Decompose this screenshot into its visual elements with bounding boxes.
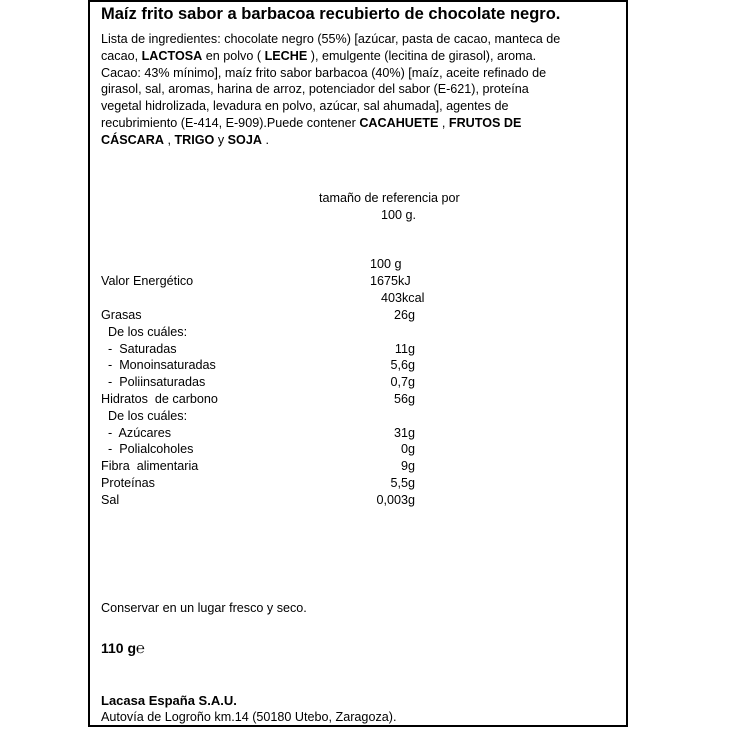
nutrition-column-header: 100 g	[370, 257, 402, 271]
nutrient-value: 0g	[400, 442, 415, 457]
nutrient-value: 5,6g	[390, 358, 415, 373]
net-quantity	[101, 640, 145, 657]
nutrient-value: 0,7g	[390, 375, 415, 390]
ingredients-text: y	[214, 132, 228, 147]
ingredients-text: Cacao: 43% mínimo], maíz frito sabor barbacoa (40%) [maíz, aceite refinado de	[101, 65, 547, 80]
ingredients-text: ), emulgente (lecitina de girasol), aroma.	[307, 48, 537, 63]
manufacturer-address: Autovía de Logroño km.14 (50180 Utebo, Zaragoza).	[101, 710, 397, 724]
product-title: Maíz frito sabor a barbacoa recubierto de chocolate negro.	[101, 5, 561, 23]
ingredients-text: Lista de ingredientes: chocolate negro (55%) [azúcar, pasta de cacao, manteca de	[101, 32, 561, 46]
nutrient-label: - Monoinsaturadas	[101, 358, 216, 373]
allergen-text: CÁSCARA	[101, 132, 164, 147]
net-quantity-value: 110 g	[101, 640, 137, 656]
nutrient-value: 11g	[394, 341, 415, 356]
ingredients-line	[101, 81, 621, 98]
nutrient-label: De los cuáles:	[101, 408, 188, 423]
ingredients-line	[101, 31, 621, 48]
ingredients-text: en polvo (	[202, 48, 265, 63]
allergen-text: LACTOSA	[141, 48, 203, 63]
ingredients-text: recubrimiento (E-414, E-909).Puede contener	[101, 115, 360, 130]
nutrient-value: 0,003g	[376, 492, 415, 507]
nutrient-label: Sal	[101, 492, 120, 507]
nutrient-label: Hidratos de carbono	[101, 392, 218, 406]
nutrient-label: Grasas	[101, 308, 142, 322]
storage-instructions: Conservar en un lugar fresco y seco.	[101, 601, 307, 615]
nutrient-value: 9g	[400, 459, 415, 474]
ingredients-text: ,	[438, 115, 449, 130]
ingredients-text: vegetal hidrolizada, levadura en polvo, azúcar, sal ahumada], agentes de	[101, 99, 509, 114]
nutrient-value: 31g	[393, 425, 415, 440]
reference-size-line2: 100 g.	[381, 208, 417, 222]
nutrient-label: - Azúcares	[101, 425, 171, 440]
ingredients-line	[101, 98, 621, 115]
ingredients-list	[101, 31, 621, 149]
nutrient-label: - Polialcoholes	[101, 442, 194, 457]
ingredients-text: .	[261, 132, 269, 147]
ingredients-text: girasol, sal, aromas, harina de arroz, potenciador del sabor (E-621), proteína	[101, 82, 529, 97]
nutrient-value: 5,5g	[390, 476, 415, 490]
ingredients-line	[101, 115, 621, 132]
energy-kj-value: 1675kJ	[370, 274, 411, 288]
nutrient-value: 56g	[393, 392, 415, 406]
reference-size-line1: tamaño de referencia por	[319, 191, 460, 205]
allergen-text: TRIGO	[174, 132, 215, 147]
nutrient-label: - Poliinsaturadas	[101, 375, 206, 390]
ingredients-text: cacao,	[101, 48, 142, 63]
nutrient-label: Proteínas	[101, 476, 155, 490]
allergen-text: LECHE	[264, 48, 308, 63]
ingredients-line	[101, 132, 621, 149]
energy-label: Valor Energético	[101, 274, 194, 288]
estimated-sign: ℮	[136, 640, 146, 657]
ingredients-text: ,	[163, 132, 175, 147]
nutrient-label: Fibra alimentaria	[101, 459, 199, 474]
nutrient-label: De los cuáles:	[101, 324, 188, 339]
allergen-text: FRUTOS DE	[448, 115, 522, 130]
allergen-text: SOJA	[227, 132, 262, 147]
manufacturer-name: Lacasa España S.A.U.	[101, 693, 237, 708]
allergen-text: CACAHUETE	[359, 115, 439, 130]
nutrient-value: 26g	[393, 308, 415, 322]
ingredients-line	[101, 65, 621, 82]
energy-kcal-value: 403kcal	[381, 291, 425, 305]
ingredients-line	[101, 48, 621, 65]
nutrient-label: - Saturadas	[101, 341, 177, 356]
